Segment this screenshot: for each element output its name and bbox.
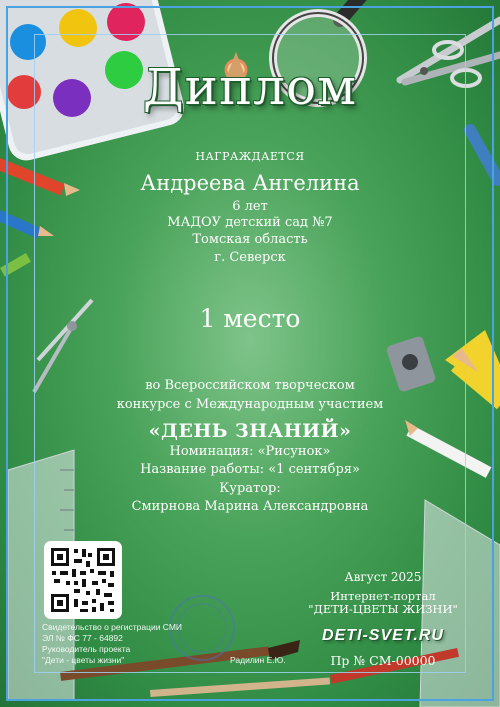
curator-label: Куратор: [219, 481, 281, 496]
awarded-label: НАГРАЖДАЕТСЯ [195, 150, 305, 163]
place: 1 место [199, 304, 301, 333]
qr-code-icon[interactable] [44, 541, 122, 619]
issue-date: Август 2025 [344, 570, 422, 584]
registration-line: ЭЛ № ФС 77 - 64892 [42, 633, 123, 643]
recipient-age: 6 лет [232, 199, 268, 214]
contest-line-2: конкурсе с Международным участием [116, 397, 384, 412]
portal-info [298, 590, 468, 616]
portal-label: Интернет-портал [330, 589, 436, 603]
institution: МАДОУ детский сад №7 [167, 215, 333, 230]
registration-info [42, 622, 242, 666]
diploma-title: Диплом [142, 58, 358, 116]
document-number: Пр № СМ-00000 [330, 653, 436, 668]
registration-line: "Дети - цветы жизни" [42, 655, 125, 665]
registration-line: Руководитель проекта [42, 644, 131, 654]
site-link[interactable]: DETI-SVET.RU [322, 627, 444, 644]
region: Томская область [192, 232, 308, 247]
contest-name: «ДЕНЬ ЗНАНИЙ» [148, 420, 352, 442]
signer-name: Радилин Е.Ю. [230, 655, 286, 665]
recipient-name: Андреева Ангелина [140, 171, 360, 195]
contest-line-1: во Всероссийском творческом [145, 378, 355, 393]
nomination: Номинация: «Рисунок» [169, 444, 331, 459]
registration-line: Свидетельство о регистрации СМИ [42, 622, 183, 632]
curator-name: Смирнова Марина Александровна [131, 499, 369, 514]
work-title: Название работы: «1 сентября» [140, 462, 360, 477]
portal-name: "ДЕТИ-ЦВЕТЫ ЖИЗНИ" [308, 602, 458, 616]
city: г. Северск [214, 250, 286, 265]
